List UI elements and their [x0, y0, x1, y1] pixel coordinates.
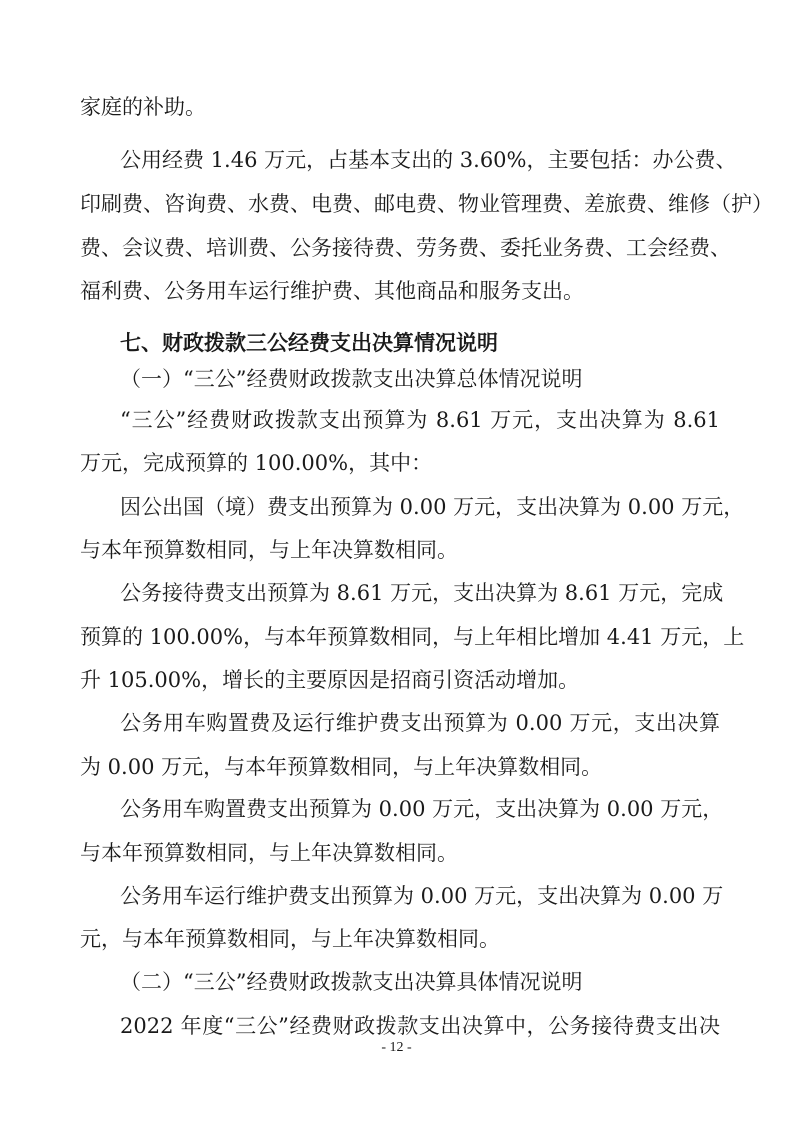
paragraph-line: 万元，完成预算的 100.00%，其中： [80, 451, 433, 475]
paragraph-line: 预算的 100.00%，与本年预算数相同，与上年相比增加 4.41 万元，上 [80, 625, 745, 649]
paragraph-line: 2022 年度“三公”经费财政拨款支出决算中，公务接待费支出决 [120, 1014, 720, 1038]
paragraph-line: 费、会议费、培训费、公务接待费、劳务费、委托业务费、工会经费、 [80, 236, 731, 260]
paragraph-line: 升 105.00%，增长的主要原因是招商引资活动增加。 [80, 668, 580, 692]
section-heading: 七、财政拨款三公经费支出决算情况说明 [120, 331, 498, 355]
paragraph-line: 为 0.00 万元，与本年预算数相同，与上年决算数相同。 [80, 755, 603, 779]
page-number: - 12 - [381, 1040, 412, 1055]
paragraph-line: 与本年预算数相同，与上年决算数相同。 [80, 538, 458, 562]
paragraph-line: “三公”经费财政拨款支出预算为 8.61 万元，支出决算为 8.61 [120, 408, 720, 432]
paragraph-line: 元，与本年预算数相同，与上年决算数相同。 [80, 927, 500, 951]
paragraph-line: 公务用车购置费及运行维护费支出预算为 0.00 万元，支出决算 [120, 711, 720, 735]
paragraph-line: 公务接待费支出预算为 8.61 万元，支出决算为 8.61 万元，完成 [120, 581, 724, 605]
paragraph-line: 与本年预算数相同，与上年决算数相同。 [80, 841, 458, 865]
subsection-heading: （二）“三公”经费财政拨款支出决算具体情况说明 [120, 970, 583, 994]
paragraph-line: 公务用车运行维护费支出预算为 0.00 万元，支出决算为 0.00 万 [120, 884, 724, 908]
paragraph-line: 公用经费 1.46 万元，占基本支出的 3.60%，主要包括：办公费、 [120, 148, 737, 172]
subsection-heading: （一）“三公”经费财政拨款支出决算总体情况说明 [120, 367, 583, 391]
paragraph-line: 因公出国（境）费支出预算为 0.00 万元，支出决算为 0.00 万元， [120, 495, 745, 519]
paragraph-line: 印刷费、咨询费、水费、电费、邮电费、物业管理费、差旅费、维修（护） [80, 192, 773, 216]
paragraph-line: 福利费、公务用车运行维护费、其他商品和服务支出。 [80, 279, 584, 303]
paragraph-line: 家庭的补助。 [80, 95, 206, 119]
paragraph-line: 公务用车购置费支出预算为 0.00 万元，支出决算为 0.00 万元， [120, 797, 724, 821]
